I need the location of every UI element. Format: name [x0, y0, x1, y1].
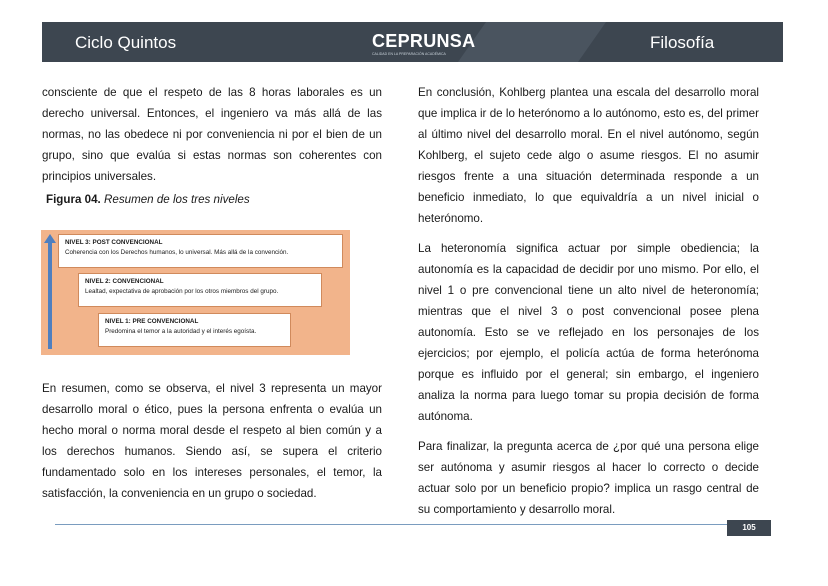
levels-figure [41, 230, 350, 355]
arrow-up-icon [44, 234, 56, 243]
level-2-box [78, 273, 322, 307]
left-column-lower [42, 378, 382, 513]
course-title: Ciclo Quintos [75, 33, 177, 52]
level-1-text: Predomina el temor a la autoridad y el interés egoísta. [105, 328, 257, 335]
level-2-text: Lealtad, expectativa de aprobación por los otros miembros del grupo. [85, 288, 279, 295]
right-column [418, 82, 759, 529]
level-3-box [58, 234, 343, 268]
figure-label: Figura 04. [46, 193, 101, 206]
logo-subtitle: CALIDAD EN LA PREPARACIÓN ACADÉMICA [372, 52, 446, 56]
right-paragraph-1: En conclusión, Kohlberg plantea una escala del desarrollo moral que implica ir de lo heterónomo a lo autónomo, esto es, del primer al último nivel del desarrollo moral. En el nivel autónomo, según Kohlberg, el sujeto cede algo o asume riesgos. El no asumir riesgos frente a una situación determinada responde a un beneficio inmediato, lo que equivaldría a un nivel inicial o heterónomo. [418, 86, 759, 225]
right-paragraph-3: Para finalizar, la pregunta acerca de ¿por qué una persona elige ser autónoma y asumir riesgos al hacer lo correcto o decide actuar solo por un beneficio propio? implica un rasgo central de su comportamiento y desarrollo moral. [418, 440, 759, 516]
footer-divider [55, 524, 727, 525]
level-3-text: Coherencia con los Derechos humanos, lo universal. Más allá de la convención. [65, 249, 289, 256]
figure-title: Resumen de los tres niveles [104, 193, 250, 206]
left-paragraph-1: consciente de que el respeto de las 8 horas laborales es un derecho universal. Entonces, el ingeniero va más allá de las normas, no las obedece ni por conveniencia ni por el bien de un grupo, sino que evalúa si estas normas son coherentes con principios universales. [42, 86, 382, 183]
right-paragraph-2: La heteronomía significa actuar por simple obediencia; la autonomía es la capacidad de decidir por uno mismo. Por ello, el nivel 1 o pre convencional tiene un alto nivel de heteronomía; mientras que el nivel 3 o post convencional posee plena autonomía. Esto se ve reflejado en los personajes de los ejercicios; por ejemplo, el policía actúa de forma heterónoma porque es influido por el general; sin embargo, el ingeniero analiza la norma para luego tomar su propia decisión de forma autónoma. [418, 242, 759, 423]
subject-title: Filosofía [650, 33, 715, 52]
level-1-box [98, 313, 291, 347]
level-1-title: NIVEL 1: PRE CONVENCIONAL [105, 318, 199, 325]
ceprunsa-logo: CEPRUNSA [372, 31, 476, 51]
page-header [42, 22, 783, 62]
page-number: 105 [727, 520, 771, 536]
left-column [42, 82, 382, 196]
figure-caption [46, 193, 250, 206]
left-paragraph-2: En resumen, como se observa, el nivel 3 representa un mayor desarrollo moral o ético, pues la persona enfrenta o evalúa un hecho moral o norma moral desde el respeto al bien común y a los derechos humanos. Siendo así, se supera el criterio fundamentado solo en los intereses personales, el temor, la satisfacción, la conveniencia en un grupo o sociedad. [42, 382, 382, 500]
level-3-title: NIVEL 3: POST CONVENCIONAL [65, 239, 163, 246]
arrow-shaft [48, 242, 52, 349]
level-2-title: NIVEL 2: CONVENCIONAL [85, 278, 164, 285]
header-stripe [458, 22, 606, 62]
